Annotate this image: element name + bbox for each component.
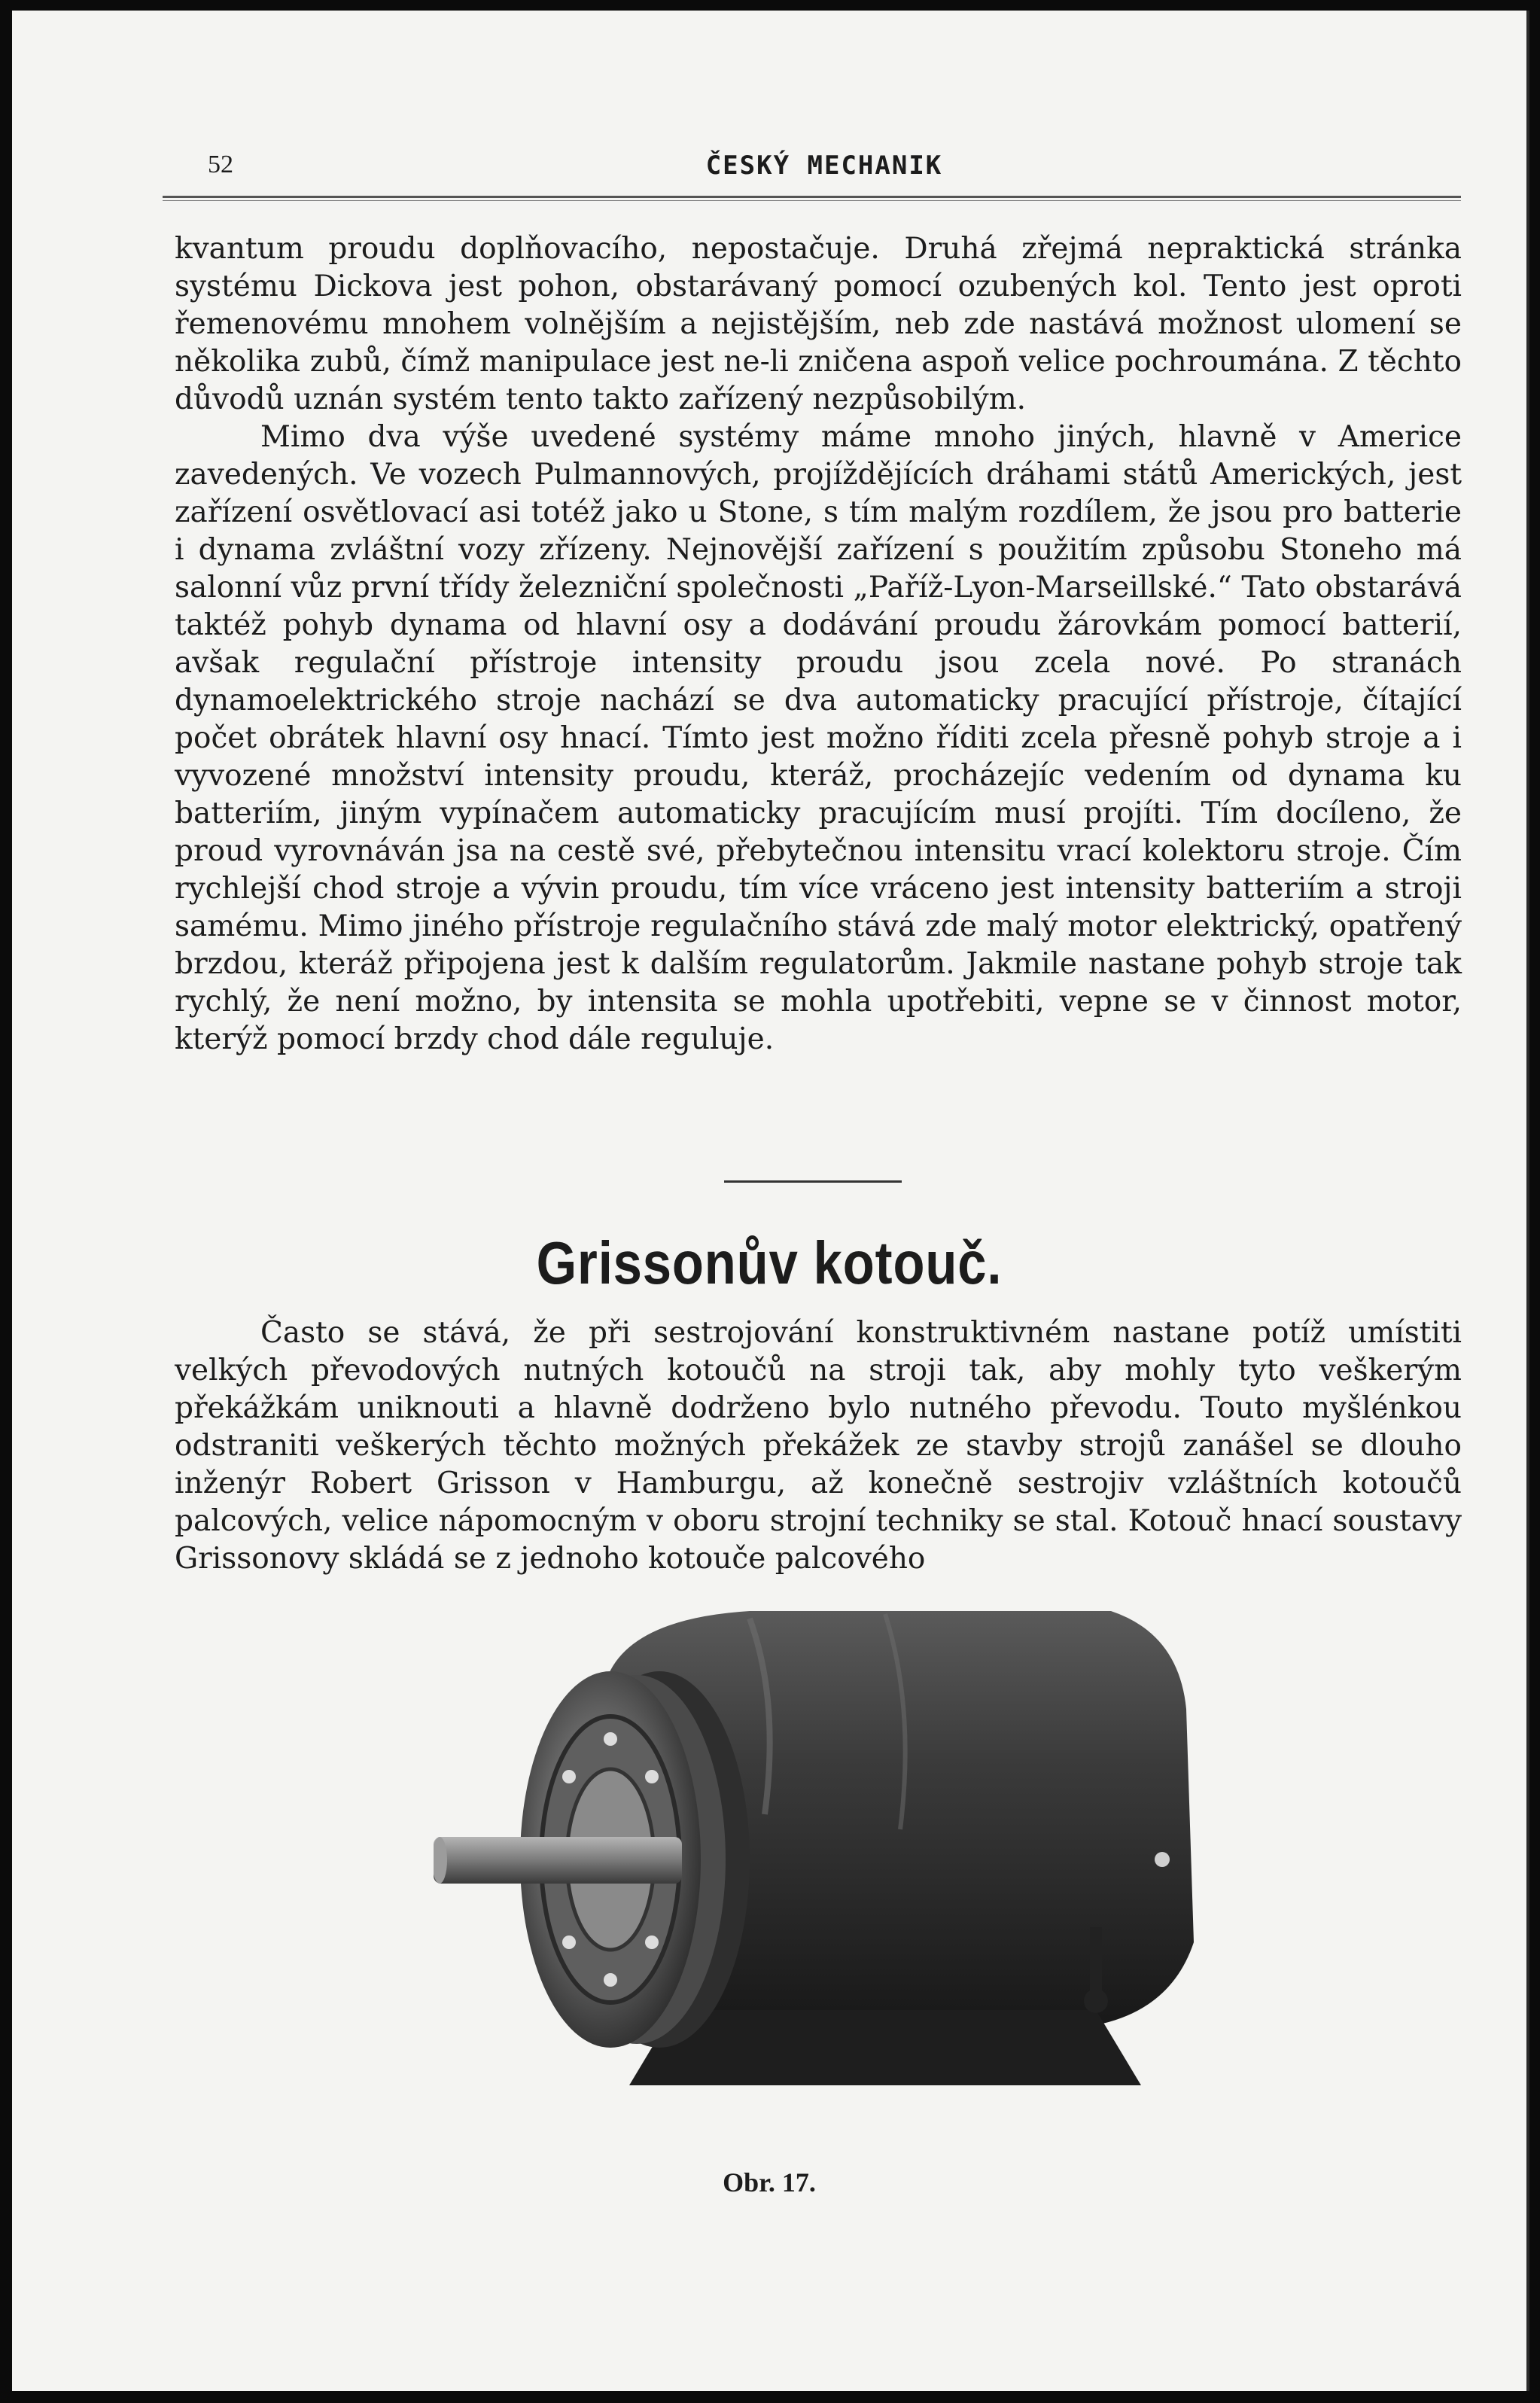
grisson-pulley-image <box>434 1588 1231 2115</box>
figure-caption: Obr. 17. <box>723 2167 816 2197</box>
paragraph: kvantum proudu doplňovacího, nepostačuje. Druhá zřejmá nepraktická stránka systému Dickova jest pohon, obstarávaný pomocí ozubených kol. Tento jest oproti řemenovému mnohem volnějším a nejistějším, neb zde nastává možnost ulomení se několika zubů, čímž manipulace jest ne-li zničena aspoň velice pochroumána. Z těchto důvodů uznán systém tento takto zařízený nezpůsobilým. <box>175 232 1462 416</box>
running-header <box>188 145 1460 187</box>
machine-illustration <box>434 1588 1231 2115</box>
article-continuation <box>175 230 1462 1058</box>
header-rule <box>163 196 1461 201</box>
section-separator <box>724 1180 902 1183</box>
paragraph: Mimo dva výše uvedené systémy máme mnoho jiných, hlavně v Americe zavedených. Ve vozech Pulmannových, projíždějících dráhami států Amerických, jest zařízení osvětlovací asi totéž jako u Stone, s tím malým rozdílem, že jsou pro batterie i dynama zvláštní vozy zřízeny. Nejnovější zařízení s použitím způsobu Stoneho má salonní vůz první třídy železniční společnosti „Paříž-Lyon-Marseillské.“ Tato obstarává taktéž pohyb dynama od hlavní osy a dodávání proudu žárovkám pomocí batterií, avšak regulační přístroje intensity proudu jsou zcela nové. Po stranách dynamoelektrického stroje nachází se dva automaticky pracující přístroje, čítající počet obrátek hlavní osy hnací. Tímto jest možno říditi zcela přesně pohyb stroje a i vyvozené množství intensity proudu, kteráž, procházejíc vedením od dynama ku batteriím, jiným vypínačem automaticky pracujícím musí projíti. Tím docíleno, že proud vyrovnáván jsa na cestě své, přebytečnou intensitu vrací kolektoru stroje. Čím rychlejší chod stroje a vývin proudu, tím více vráceno jest intensity batteriím a stroji samému. Mimo jiného přístroje regulačního stává zde malý motor elektrický, opatřený brzdou, kteráž připojena jest k dalším regulatorům. Jakmile nastane pohyb stroje tak rychlý, že není možno, by intensita se mohla upotřebiti, vepne se v činnost motor, kterýž pomocí brzdy chod dále reguluje. <box>175 420 1462 1056</box>
section-heading: Grissonův kotouč. <box>536 1229 1003 1296</box>
page <box>12 11 1529 2391</box>
page-number: 52 <box>208 151 233 178</box>
paragraph: Často se stává, že při sestrojování konstruktivném nastane potíž umístiti velkých převodových nutných kotoučů na stroji tak, aby mohly tyto veškerým překážkám uniknouti a hlavně dodrženo bylo nutného převodu. Touto myšlénkou odstraniti veškerých těchto možných překážek ze stavby strojů zanášel se dlouho inženýr Robert Grisson v Hamburgu, až konečně sestrojiv vzláštních kotoučů palcových, velice nápomocným v oboru strojní techniky se stal. Kotouč hnací soustavy Grissonovy skládá se z jednoho kotouče palcového <box>175 1316 1462 1576</box>
journal-title: ČESKÝ MECHANIK <box>705 151 943 181</box>
section-body <box>175 1314 1462 1578</box>
